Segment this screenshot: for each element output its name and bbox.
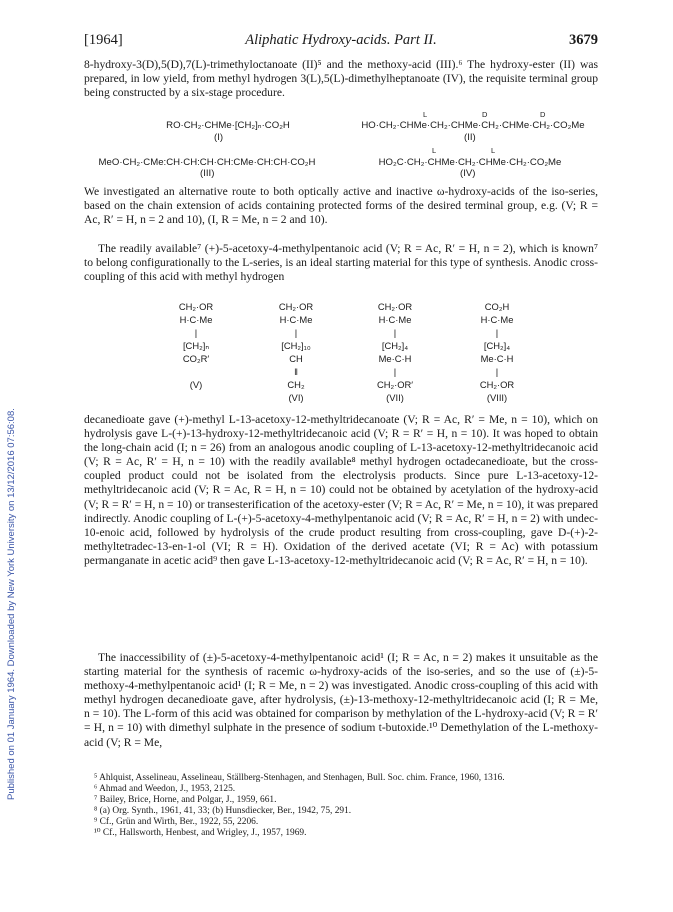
structure-VII-line: | [393,327,397,338]
formula-II-label: (II) [464,132,476,143]
paragraph-4: The inaccessibility of (±)-5-acetoxy-4-methylpentanoic acid¹ (I; R = Ac, n = 2) makes it unsuitable as the starting material for the synthesis of racemic ω-hydroxy-acids of the iso-series, and so the use of (±)-5-methoxy-4-methylpentanoic acid¹ (I; R = Me, n = 2) was investigated. Anodic cross-coupling of this acid with methyl hydrogen decanedioate gave, after hydrolysis, (±)-13-methoxy-12-methyltridecanoic acid (I; R = Me, n = 10). The L-form of this acid was obtained for comparison by methylation of the L-hydroxy-acid (V; R = R′ = H, n = 10) with dimethyl sulphate in the presence of sodium t-butoxide.¹⁰ Demethylation of the L-methoxy-acid (V; R = Me, [84,651,598,749]
structure-VII-line: H·C·Me [378,314,412,325]
formula-I: RO·CH₂·CHMe·[CH₂]ₙ·CO₂H [166,120,290,131]
formula-III-label: (III) [200,168,215,179]
formula-I-label: (I) [214,132,224,143]
structure-VII-line: CH₂·OR [377,301,413,312]
formula-IV: HO₂C·CH₂·CHMe·CH₂·CHMe·CH₂·CO₂Me [378,157,562,168]
download-watermark [6,120,20,800]
page-number: 3679 [569,32,598,48]
footnote-7: ⁷ Bailey, Brice, Horne, and Polgar, J., 1959, 661. [94,795,277,805]
structure-V-label: (V) [189,379,203,390]
structure-V-line: [CH₂]ₙ [182,340,210,351]
structure-VIII-line: [CH₂]₄ [483,340,511,351]
structure-VIII-line: CO₂H [484,301,510,312]
footnotes [94,773,598,839]
structure-VII-line: [CH₂]₄ [381,340,409,351]
structure-V [166,300,226,391]
structure-VI-line: ‖ [294,366,298,377]
formula-IV-label: (IV) [460,168,476,179]
paragraph-1: We investigated an alternative route to both optically active and inactive ω-hydroxy-acids of the iso-series, based on the chain extension of acids containing protected forms of the desired terminal group, e.g. (V; R = Ac, R′ = H, n = 2 and 10), (I, R = Me, n = 2 and 10). [84,185,598,227]
footnote-9: ⁹ Cf., Grün and Wirth, Ber., 1922, 55, 2206. [94,817,259,827]
structure-V-line [166,365,226,378]
structure-VI-line: CH₂·OR [278,301,314,312]
formula-II-stereo-3: D [540,110,546,119]
structure-VIII [462,300,532,404]
paragraph-2: The readily available⁷ (+)-5-acetoxy-4-methylpentanoic acid (V; R = Ac, R′ = H, n = 2), which is known⁷ to belong configurationally to the L-series, is an ideal starting material for this type of synthesis. Anodic cross-coupling of this acid with methyl hydrogen [84,242,598,284]
footnote-6: ⁶ Ahmad and Weedon, J., 1953, 2125. [94,784,236,794]
structure-VI-line: CH₂ [287,379,305,390]
footnote-10: ¹⁰ Cf., Hallsworth, Henbest, and Wrigley, J., 1957, 1969. [94,828,307,838]
formula-II-stereo-1: L [423,110,428,119]
intro-paragraph: 8-hydroxy-3(D),5(D),7(L)-trimethyloctanoate (II)⁵ and the methoxy-acid (III).⁶ The hydroxy-ester (II) was prepared, in low yield, from methyl hydrogen 3(L),5(L)-dimethylheptanoate (IV), the requisite terminal group being constructed by a six-stage procedure. [84,58,598,100]
formula-III: MeO·CH₂·CMe:CH·CH:CH·CH:CMe·CH:CH·CO₂H [98,157,316,168]
structure-V-line: CO₂R′ [182,353,210,364]
structure-VI-line: H·C·Me [279,314,313,325]
formula-II-stereo-2: D [482,110,488,119]
footnote-5: ⁵ Ahlquist, Asselineau, Asselineau, Ställberg-Stenhagen, and Stenhagen, Bull. Soc. chim. France, 1960, 1316. [94,773,505,783]
download-watermark-text[interactable]: Published on 01 January 1964. Downloaded by New York University on 13/12/2016 07:56:08. [6,408,17,800]
structure-VIII-line: H·C·Me [480,314,514,325]
footnote-8: ⁸ (a) Org. Synth., 1961, 41, 33; (b) Hunsdiecker, Ber., 1942, 75, 291. [94,806,352,816]
paragraph-3: decanedioate gave (+)-methyl L-13-acetoxy-12-methyltridecanoate (V; R = Ac, R′ = Me, n = 10), which on hydrolysis gave L-(+)-13-hydroxy-12-methyltridecanoic acid (V; R = R′ = H, n = 10). It was hoped to obtain the long-chain acid (I; n = 26) from an analogous anodic coupling of L-13-acetoxy-12-methyltridecanoic acid (V; R = Ac, R′ = H, n = 10) with the readily available⁸ methyl hydrogen octadecanedioate, but the cross-coupled product could not be isolated from the electrolysis products. Since pure L-13-acetoxy-12-methyltridecanoic acid (V; R = Ac, R = H, n = 10) could not be obtained by acetylation of the hydroxy-acid (V; R = R′ = H, n = 10) or transesterification of the acetoxy-ester (V; R = Ac, R′ = Me, n = 10), it was prepared indirectly. Anodic coupling of L-(+)-5-acetoxy-4-methylpentanoic acid (V; R = Ac, R′ = H, n = 2) with undec-10-enoic acid, followed by hydrolysis of the crude product resulting from cross-coupling, gave D-(+)-2-methyltetradec-13-en-1-ol (VI; R = H). Oxidation of the derived acetate (VI; R = Ac) with potassium permanganate in acetic acid⁹ then gave L-13-acetoxy-12-methyltridecanoic acid (V; R = Ac, R′ = H, n = 10). [84,413,598,567]
journal-year: [1964] [84,32,123,48]
structure-VI-line: CH [289,353,303,364]
structure-VI-line: [CH₂]₁₀ [281,340,311,351]
structure-VI [266,300,326,404]
running-title: Aliphatic Hydroxy-acids. Part II. [245,32,437,48]
structure-VIII-line: CH₂·OR [479,379,515,390]
formula-II: HO·CH₂·CHMe·CH₂·CHMe·CH₂·CHMe·CH₂·CO₂Me [361,120,585,131]
structure-VII-line: | [393,366,397,377]
structure-VIII-line: | [495,327,499,338]
structure-VII-label: (VII) [386,392,404,403]
structure-V-line: | [194,327,198,338]
structure-VIII-line: | [495,366,499,377]
structure-V-line: H·C·Me [179,314,213,325]
structure-VII-line: Me·C·H [378,353,412,364]
structure-VIII-label: (VIII) [486,392,508,403]
structure-VI-label: (VI) [288,392,304,403]
structure-VIII-line: Me·C·H [480,353,514,364]
structure-VII-line: CH₂·OR′ [376,379,414,390]
structure-V-line: CH₂·OR [178,301,214,312]
structure-VI-line: | [294,327,298,338]
formula-IV-stereo-2: L [491,146,496,155]
page-header [84,32,598,52]
structure-VII [360,300,430,404]
formula-IV-stereo-1: L [432,146,437,155]
